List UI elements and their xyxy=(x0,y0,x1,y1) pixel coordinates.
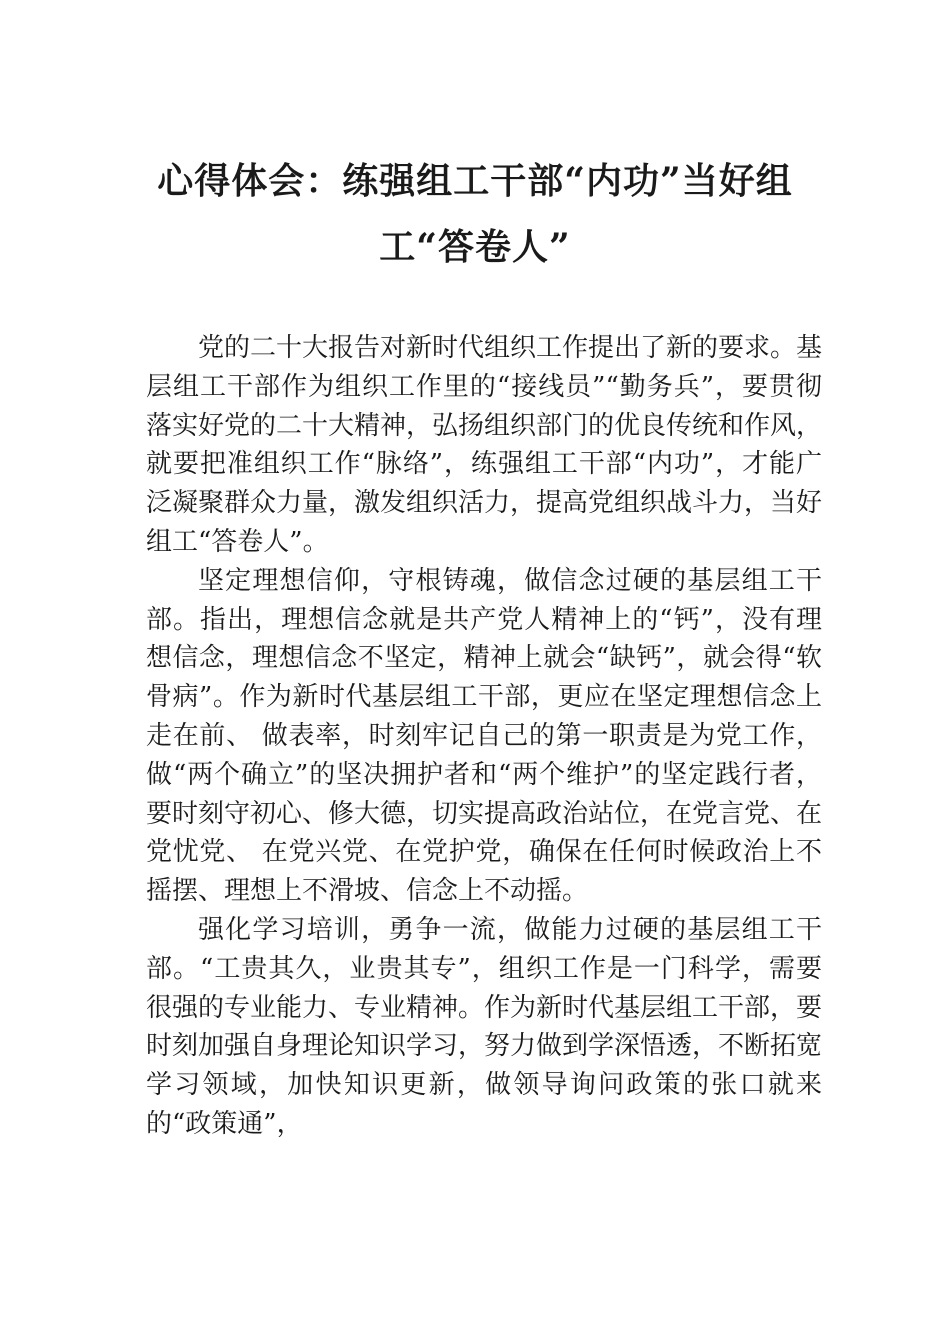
paragraph-1: 党的二十大报告对新时代组织工作提出了新的要求。基层组工干部作为组织工作里的“接线员”“勤务兵”，要贯彻落实好党的二十大精神，弘扬组织部门的优良传统和作风， 就要把准组织工作“脉络”，练强组工干部“内功”，才能广泛凝聚群众力量，激发组织活力，提高党组织战斗力，当好组工“答卷人”。 xyxy=(146,333,823,557)
paragraph-3: 强化学习培训，勇争一流，做能力过硬的基层组工干部。“工贵其久，业贵其专”，组织工作是一门科学，需要很强的专业能力、专业精神。作为新时代基层组工干部，要时刻加强自身理论知识学习，努力做到学深悟透，不断拓宽学习领域，加快知识更新，做领导询问政策的张口就来的“政策通”， xyxy=(146,914,823,1139)
document-body xyxy=(146,329,822,1144)
paragraph-2: 坚定理想信仰，守根铸魂，做信念过硬的基层组工干部。指出，理想信念就是共产党人精神上的“钙”，没有理想信念，理想信念不坚定，精神上就会“缺钙”，就会得“软骨病”。作为新时代基层组工干部，更应在坚定理想信念上走在前、 做表率，时刻牢记自己的第一职责是为党工作，做“两个确立”的坚决拥护者和“两个维护”的坚定践行者，要时刻守初心、修大德，切实提高政治站位，在党言党、在党忧党、 在党兴党、在党护党，确保在任何时候政治上不摇摆、理想上不滑坡、信念上不动摇。 xyxy=(146,565,823,907)
document-title: 心得体会：练强组工干部“内功”当好组工“答卷人” xyxy=(157,160,793,268)
